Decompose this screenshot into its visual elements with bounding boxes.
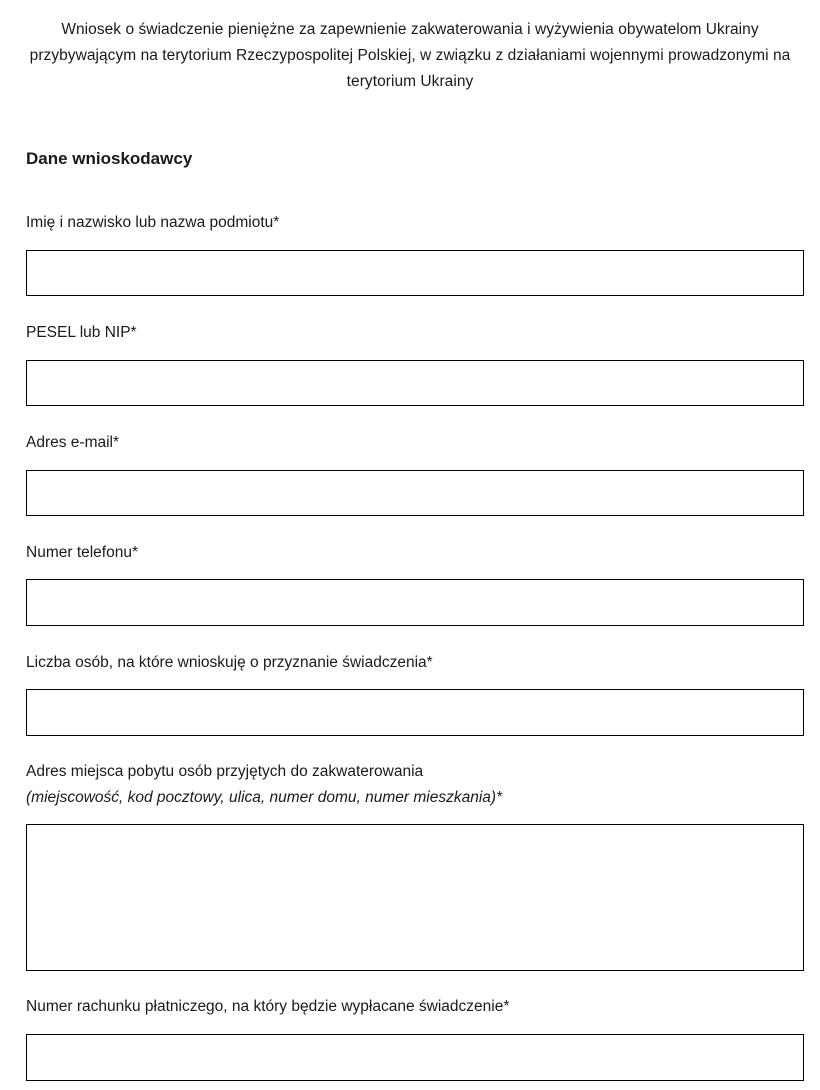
name-input[interactable]: [26, 250, 804, 296]
persons-count-field-label: Liczba osób, na które wnioskuję o przyznanie świadczenia*: [26, 654, 433, 671]
address-textarea[interactable]: [26, 824, 804, 971]
account-number-field-label: Numer rachunku płatniczego, na który będzie wypłacane świadczenie*: [26, 998, 510, 1015]
account-number-input[interactable]: [26, 1034, 804, 1081]
phone-input[interactable]: [26, 579, 804, 626]
name-field-label: Imię i nazwisko lub nazwa podmiotu*: [26, 214, 280, 231]
document-title: Wniosek o świadczenie pieniężne za zapewnienie zakwaterowania i wyżywienia obywatelom Ukrainy przybywającym na terytorium Rzeczypospolitej Polskiej, w związku z działaniami wojennymi prowadzonymi na terytorium Ukrainy: [29, 21, 791, 90]
persons-count-input[interactable]: [26, 689, 804, 736]
pesel-nip-field-label: PESEL lub NIP*: [26, 324, 137, 341]
phone-field-label: Numer telefonu*: [26, 544, 139, 561]
address-label-hint: (miejscowość, kod pocztowy, ulica, numer domu, numer mieszkania)*: [26, 789, 503, 806]
pesel-nip-input[interactable]: [26, 360, 804, 406]
address-field-label: [26, 759, 502, 811]
email-input[interactable]: [26, 470, 804, 516]
section-heading-applicant-data: Dane wnioskodawcy: [26, 149, 193, 168]
email-field-label: Adres e-mail*: [26, 434, 120, 451]
address-label-text: Adres miejsca pobytu osób przyjętych do zakwaterowania: [26, 763, 424, 780]
